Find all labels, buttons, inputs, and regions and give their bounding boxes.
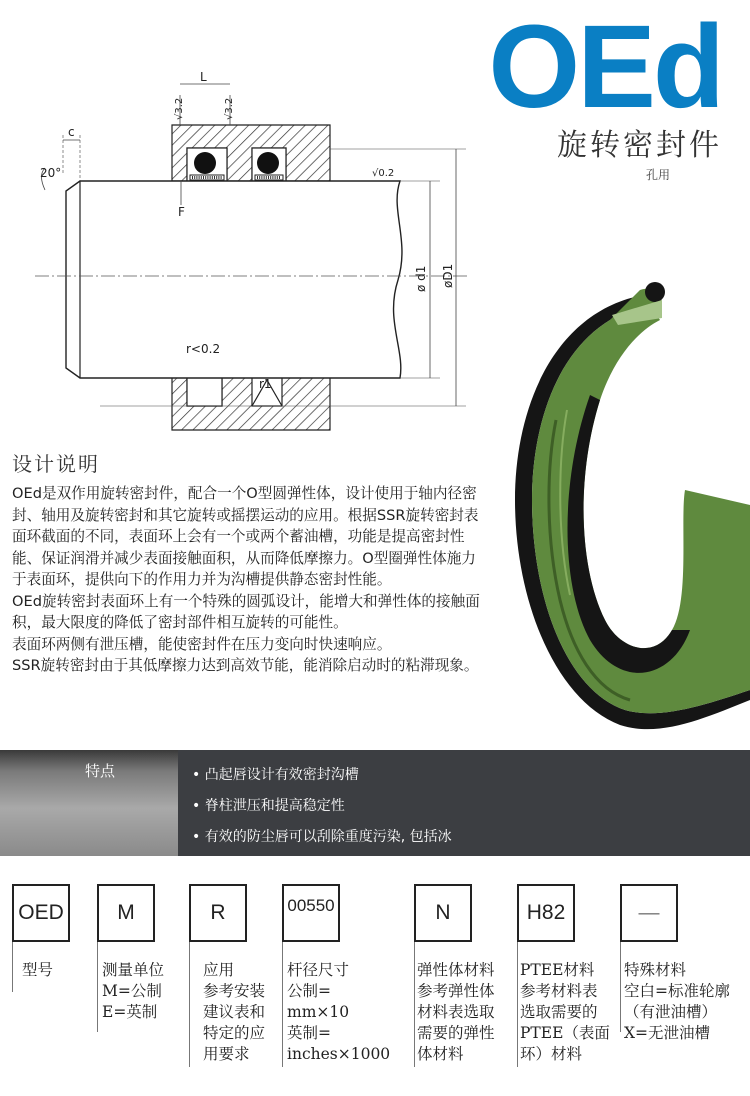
label-line: 英制= (287, 1024, 331, 1042)
label-line: 公制= (287, 982, 331, 1000)
code-label-rod-size (287, 960, 390, 1065)
label-line: 参考安装 (203, 982, 266, 1000)
label-line: 应用 (203, 961, 235, 979)
feature-item: • 有效的防尘唇可以刮除重度污染, 包括冰 (192, 829, 452, 845)
design-description (12, 448, 488, 677)
label-line: inches×1000 (287, 1045, 391, 1063)
brand-logo: OEd (488, 1, 722, 133)
code-label-unit (102, 960, 164, 1023)
connector-line (12, 942, 13, 992)
label-line: 体材料 (417, 1045, 464, 1063)
o-ring-left (194, 152, 216, 174)
description-paragraph: 表面环两侧有泄压槽，能使密封件在压力变向时快速响应。 (12, 635, 392, 653)
label-line: 选取需要的 (520, 1003, 598, 1021)
label-line: X=无泄油槽 (624, 1024, 711, 1042)
label-line: （有泄油槽） (624, 1003, 718, 1021)
label-line: 环）材料 (520, 1045, 583, 1063)
label-rough-shaft: √0.2 (372, 168, 395, 179)
connector-line (620, 942, 621, 1032)
features-label: 特点 (84, 762, 115, 780)
code-label-elastomer (417, 960, 495, 1065)
description-paragraph: OEd旋转密封表面环上有一个特殊的圆弧设计，能增大和弹性体的接触面积，最大限度的降低了密封部件相互旋转的可能性。 (12, 592, 480, 631)
code-label-ptee (520, 960, 610, 1065)
label-line: 杆径尺寸 (287, 961, 350, 979)
code-box-application: R (189, 884, 247, 942)
label-line: 空白=标准轮廓 (624, 982, 730, 1000)
label-r: r<0.2 (186, 342, 221, 356)
label-line: PTEE材料 (520, 961, 595, 979)
label-line: 建议表和 (203, 1003, 266, 1021)
label-D1: øD1 (441, 263, 455, 288)
brand-subtitle: 旋转密封件 (557, 128, 722, 163)
connector-line (517, 942, 518, 1067)
code-box-rod-size: 00550 (282, 884, 340, 942)
label-line: 型号 (22, 961, 54, 979)
connector-line (97, 942, 98, 1032)
label-r1: r1 (259, 377, 272, 391)
code-label-special (624, 960, 730, 1044)
seal-ring-illustration (500, 255, 750, 745)
code-box-unit: M (97, 884, 155, 942)
label-line: M=公制 (102, 982, 162, 1000)
feature-item: • 凸起唇设计有效密封沟槽 (192, 767, 359, 783)
feature-item: • 脊柱泄压和提高稳定性 (192, 798, 345, 814)
connector-line (189, 942, 190, 1067)
code-box-special: — (620, 884, 678, 942)
label-line: 参考材料表 (520, 982, 598, 1000)
connector-line (282, 942, 283, 1067)
label-line: PTEE（表面 (520, 1024, 610, 1042)
brand-note: 孔用 (645, 168, 670, 182)
code-box-ptee: H82 (517, 884, 575, 942)
description-paragraph: OEd是双作用旋转密封件，配合一个O型圆弹性体，设计使用于轴内径密封、轴用及旋转密封和其它旋转或摇摆运动的应用。根据SSR旋转密封表面环截面的不同，表面环上会有一个或两个蓄油槽，功能是提高密封性能、保证润滑并减少表面接触面积，从而降低摩擦力。O型圈弹性体施力于表面环，提供向下的作用力并为沟槽提供静态密封性能。 (12, 485, 479, 588)
label-line: 材料表选取 (417, 1003, 495, 1021)
label-line: mm×10 (287, 1003, 350, 1021)
connector-line (414, 942, 415, 1067)
features-band (0, 750, 750, 856)
label-rough-right: √3.2 (224, 97, 235, 120)
label-line: 用要求 (203, 1045, 250, 1063)
features-label-panel (0, 750, 178, 856)
label-rough-left: √3.2 (174, 97, 185, 120)
description-paragraph: SSR旋转密封由于其低摩擦力达到高效节能，能消除启动时的粘滞现象。 (12, 657, 479, 674)
code-label-application (203, 960, 265, 1065)
o-ring-right (257, 152, 279, 174)
label-line: E=英制 (102, 1003, 158, 1021)
label-line: 需要的弹性 (417, 1024, 495, 1042)
label-line: 参考弹性体 (417, 982, 495, 1000)
label-d1: ø d1 (414, 265, 428, 292)
label-line: 弹性体材料 (417, 961, 495, 979)
description-title: 设计说明 (12, 452, 100, 476)
label-c: c (68, 125, 75, 139)
label-F: F (178, 205, 185, 219)
shaft (66, 181, 402, 378)
label-line: 特殊材料 (624, 961, 687, 979)
brand-header (488, 1, 722, 183)
label-line: 测量单位 (102, 961, 165, 979)
label-L: L (200, 70, 207, 84)
code-box-model: OED (12, 884, 70, 942)
code-box-elastomer: N (414, 884, 472, 942)
features-list (178, 750, 750, 856)
code-label-model (22, 960, 53, 981)
installation-drawing (0, 60, 480, 445)
label-line: 特定的应 (203, 1024, 266, 1042)
label-angle: 20° (40, 166, 62, 180)
